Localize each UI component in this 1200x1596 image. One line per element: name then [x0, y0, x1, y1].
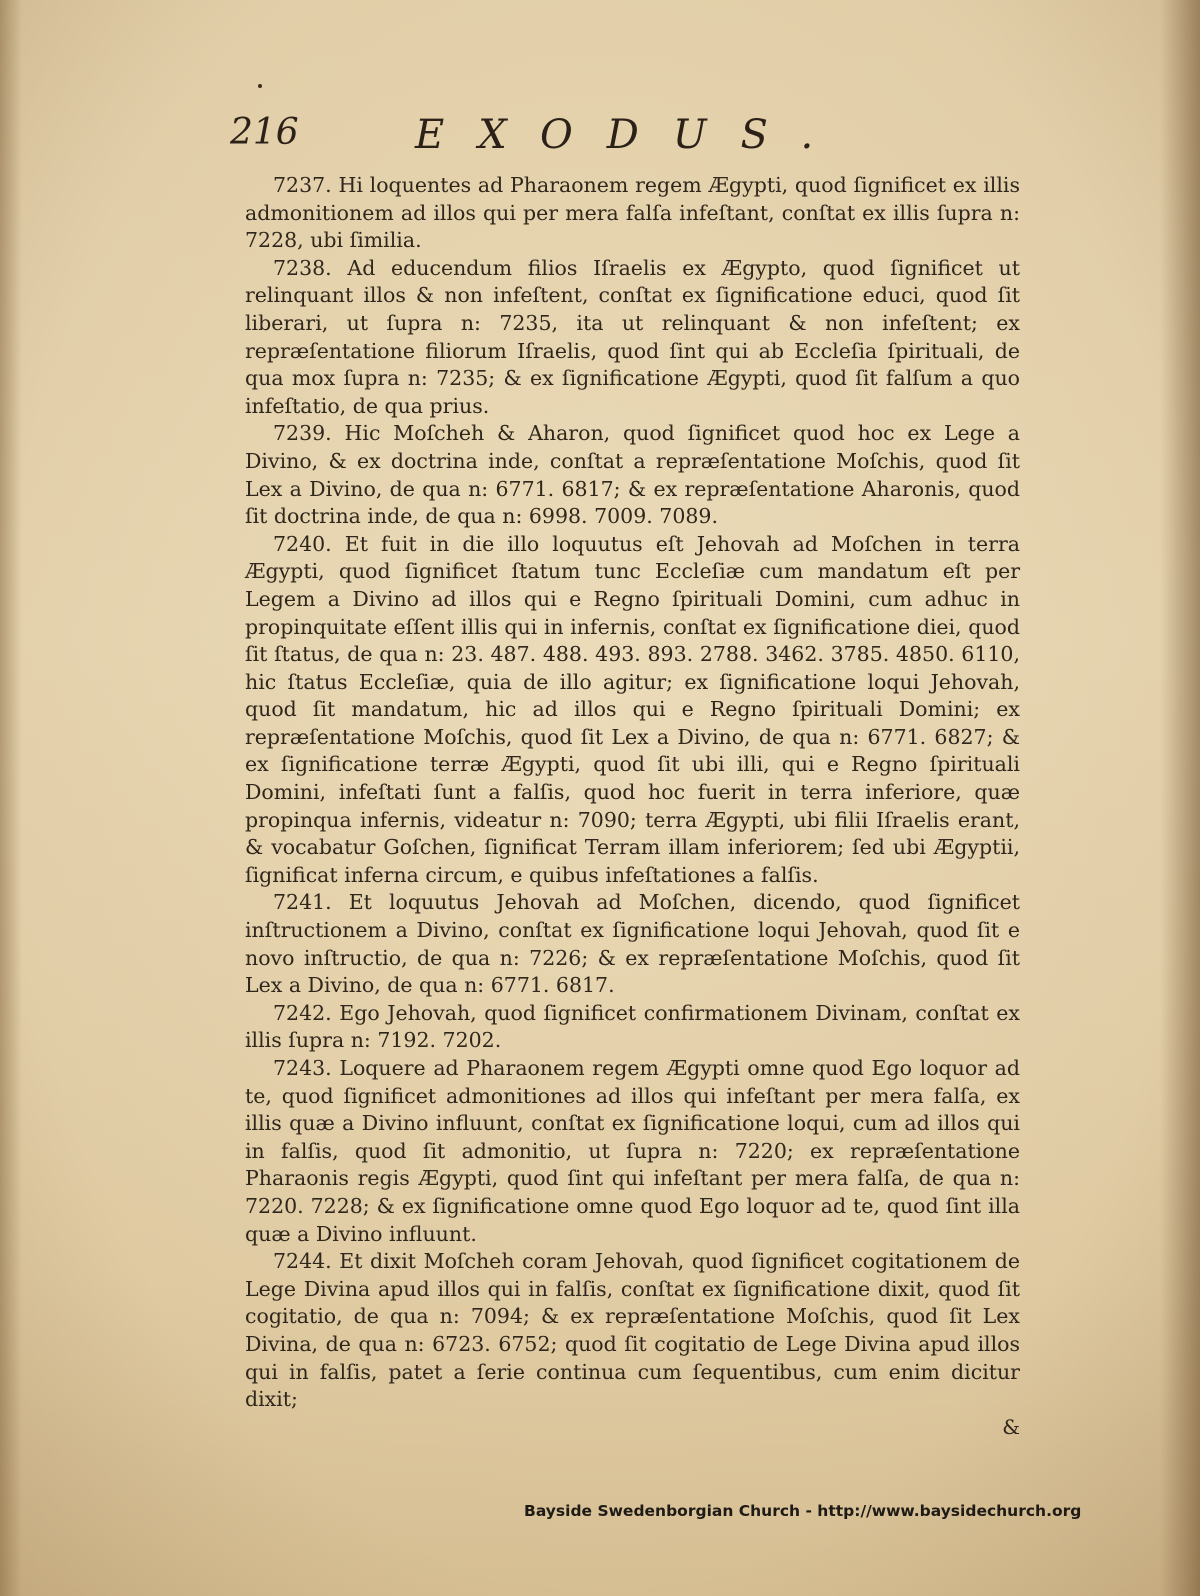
catchword: &	[1002, 1414, 1020, 1439]
paragraph-7237: 7237. Hi loquentes ad Pharaonem regem Ægypti, quod ſignificet ex illis admonitionem ad illos qui per mera falſa infeſtant, conſtat ex illis ſupra n: 7228, ubi ſimilia.	[245, 173, 1020, 253]
paragraph-7241: 7241. Et loquutus Jehovah ad Moſchen, dicendo, quod ſignificet inſtructionem a Divino, conſtat ex ſignificatione loqui Jehovah, quod ſit e novo inſtructio, de qua n: 7226; & ex repræſentatione Moſchis, quod ſit Lex a Divino, de qua n: 6771. 6817.	[245, 890, 1020, 998]
page-number: 216	[230, 112, 299, 153]
ink-mark	[258, 84, 262, 88]
page-gutter-shadow	[0, 0, 22, 1596]
paragraph-7242: 7242. Ego Jehovah, quod ſignificet confirmationem Divinam, conſtat ex illis ſupra n: 7192. 7202.	[245, 1000, 1020, 1053]
footer-credit: Bayside Swedenborgian Church - http://www.baysidechurch.org	[524, 1502, 1082, 1520]
running-head	[230, 112, 880, 172]
paragraph-7239: 7239. Hic Moſcheh & Aharon, quod ſignificet quod hoc ex Lege a Divino, & ex doctrina inde, conſtat a repræſentatione Moſchis, quod ſit Lex a Divino, de qua n: 6771. 6817; & ex repræſentatione Aharonis, quod ſit doctrina inde, de qua n: 6998. 7009. 7089.	[245, 421, 1020, 529]
body-text	[245, 172, 1020, 1441]
paragraph-7240: 7240. Et fuit in die illo loquutus eſt Jehovah ad Moſchen in terra Ægypti, quod ſignificet ſtatum tunc Eccleſiæ cum mandatum eſt per Legem a Divino ad illos qui e Regno ſpirituali Domini, cum adhuc in propinquitate eſſent illis qui in infernis, conſtat ex ſignificatione diei, quod ſit ſtatus, de qua n: 23. 487. 488. 493. 893. 2788. 3462. 3785. 4850. 6110, hic ſtatus Eccleſiæ, quia de illo agitur; ex ſignificatione loqui Jehovah, quod ſit mandatum, hic ad illos qui e Regno ſpirituali Domini; ex repræſentatione Moſchis, quod ſit Lex a Divino, de qua n: 6771. 6827; & ex ſignificatione terræ Ægypti, quod ſit ubi illi, qui e Regno ſpirituali Domini, infeſtati ſunt a falſis, quod hoc fuerit in terra inferiore, quæ propinqua infernis, videatur n: 7090; terra Ægypti, ubi filii Iſraelis erant, & vocabatur Goſchen, ſignificat Terram illam inferiorem; ſed ubi Ægyptii, ſignificat inferna circum, e quibus infeſtationes a falſis.	[245, 531, 1020, 887]
paragraph-7238: 7238. Ad educendum filios Iſraelis ex Ægypto, quod ſignificet ut relinquant illos & non infeſtent, conſtat ex ſignificatione educi, quod ſit liberari, ut ſupra n: 7235, ita ut relinquant & non infeſtent; ex repræſentatione filiorum Iſraelis, quod ſint qui ab Eccleſia ſpirituali, de qua mox ſupra n: 7235; & ex ſignificatione Ægypti, quod ſit falſum a quo infeſtatio, de qua prius.	[245, 255, 1020, 418]
page-edge-shadow	[1160, 0, 1200, 1596]
book-title: EXODUS.	[415, 112, 848, 158]
paragraph-7244: 7244. Et dixit Moſcheh coram Jehovah, quod ſignificet cogitationem de Lege Divina apud illos qui in falſis, conſtat ex ſignificatione dixit, quod ſit cogitatio, de qua n: 7094; & ex repræſentatione Moſchis, quod ſit Lex Divina, de qua n: 6723. 6752; quod ſit cogitatio de Lege Divina apud illos qui in falſis, patet a ſerie continua cum ſequentibus, cum enim dicitur dixit;	[245, 1249, 1020, 1412]
paragraph-7243: 7243. Loquere ad Pharaonem regem Ægypti omne quod Ego loquor ad te, quod ſignificet admonitiones ad illos qui infeſtant per mera falſa, ex illis quæ a Divino influunt, conſtat ex ſignificatione loqui, cum ad illos qui in falſis, quod ſit admonitio, ut ſupra n: 7220; ex repræſentatione Pharaonis regis Ægypti, quod ſint qui infeſtant per mera falſa, de qua n: 7220. 7228; & ex ſignificatione omne quod Ego loquor ad te, quod ſint illa quæ a Divino influunt.	[245, 1056, 1020, 1246]
